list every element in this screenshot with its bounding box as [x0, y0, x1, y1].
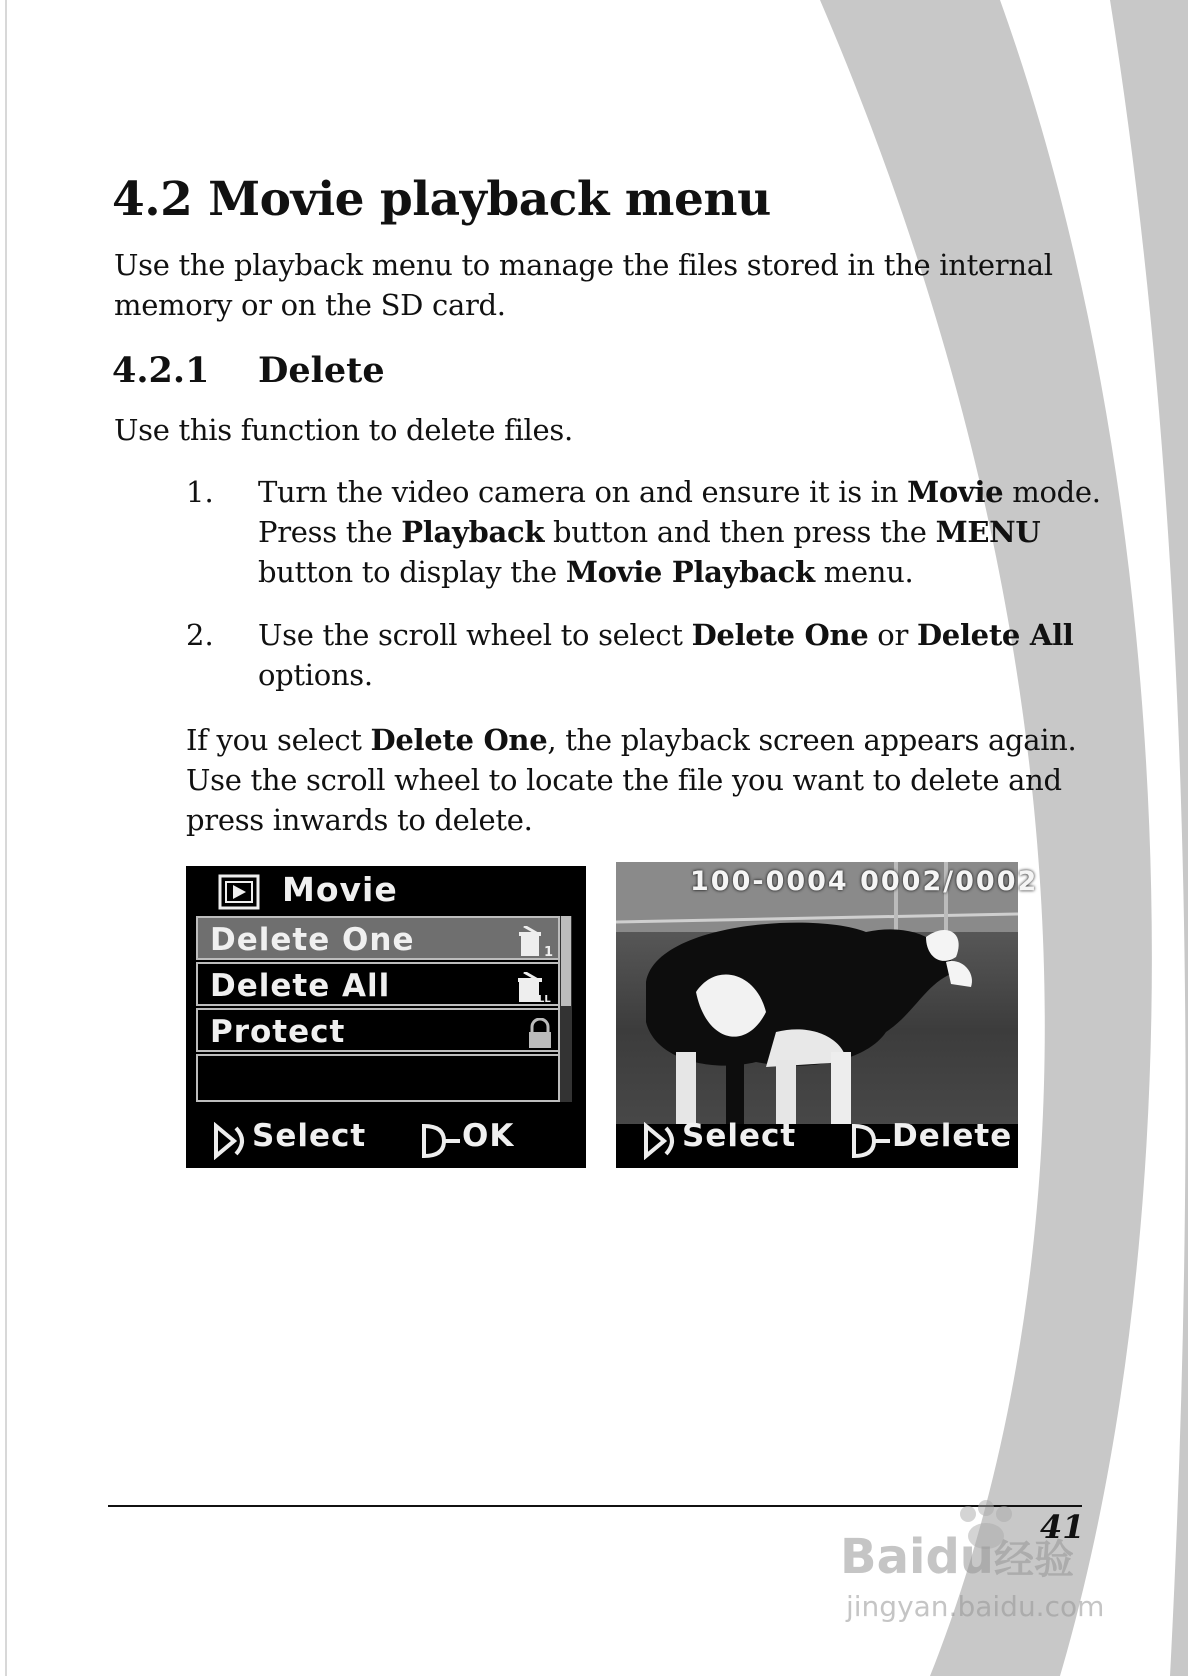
menu-item-delete-one[interactable]: Delete One 1 [196, 916, 572, 960]
subsection-number: 4.2.1 [112, 350, 210, 391]
playback-footer-delete: Delete [892, 1118, 1013, 1154]
note-line-1: If you select Delete One, the playback screen appears again. [186, 723, 1077, 757]
step-1-line-3: button to display the Movie Playback menu. [258, 555, 914, 589]
step-1-number: 1. [186, 475, 214, 509]
intro-line-2: memory or on the SD card. [114, 288, 506, 322]
step-2-line-2: options. [258, 658, 373, 692]
press-icon [420, 1122, 462, 1160]
menu-item-protect[interactable]: Protect [196, 1008, 572, 1052]
step-1-line-1: Turn the video camera on and ensure it is in Movie mode. [258, 475, 1101, 509]
svg-text:LL: LL [538, 994, 551, 1004]
intro-line-1: Use the playback menu to manage the files stored in the internal [114, 248, 1053, 282]
press-icon-2 [850, 1122, 892, 1160]
page-title: 4.2 Movie playback menu [112, 172, 771, 227]
menu-footer-ok: OK [462, 1118, 515, 1154]
step-1-line-2: Press the Playback button and then press the MENU [258, 515, 1041, 549]
playback-footer-select: Select [682, 1118, 797, 1154]
step-2-line-1: Use the scroll wheel to select Delete One or Delete All [258, 618, 1074, 652]
delete-one-icon [518, 926, 554, 958]
subsection-title: Delete [258, 350, 385, 391]
playback-icon [218, 874, 260, 910]
scroll-wheel-icon-2 [642, 1122, 682, 1160]
lock-icon [526, 1018, 554, 1050]
step-2-number: 2. [186, 618, 214, 652]
watermark-url: jingyan.baidu.com [846, 1590, 1105, 1623]
menu-item-delete-all[interactable]: Delete All LL [196, 962, 572, 1006]
svg-text:1: 1 [544, 945, 554, 958]
menu-item-empty [196, 1054, 572, 1102]
delete-all-icon [518, 972, 554, 1004]
scroll-wheel-icon [212, 1122, 252, 1160]
page-number: 41 [1040, 1508, 1085, 1546]
note-line-2: Use the scroll wheel to locate the file you want to delete and [186, 763, 1062, 797]
subsection-heading [112, 350, 385, 391]
watermark-brand: Baidu经验 [840, 1529, 1074, 1585]
note-line-3: press inwards to delete. [186, 803, 533, 837]
file-counter: 100-0004 0002/0002 [690, 866, 1039, 897]
subsection-intro: Use this function to delete files. [114, 413, 573, 447]
menu-title: Movie [282, 870, 398, 909]
menu-footer-select: Select [252, 1118, 367, 1154]
footer-rule [108, 1505, 1082, 1507]
menu-scrollbar-thumb[interactable] [561, 916, 571, 1006]
menu-scrollbar[interactable] [558, 916, 572, 1102]
